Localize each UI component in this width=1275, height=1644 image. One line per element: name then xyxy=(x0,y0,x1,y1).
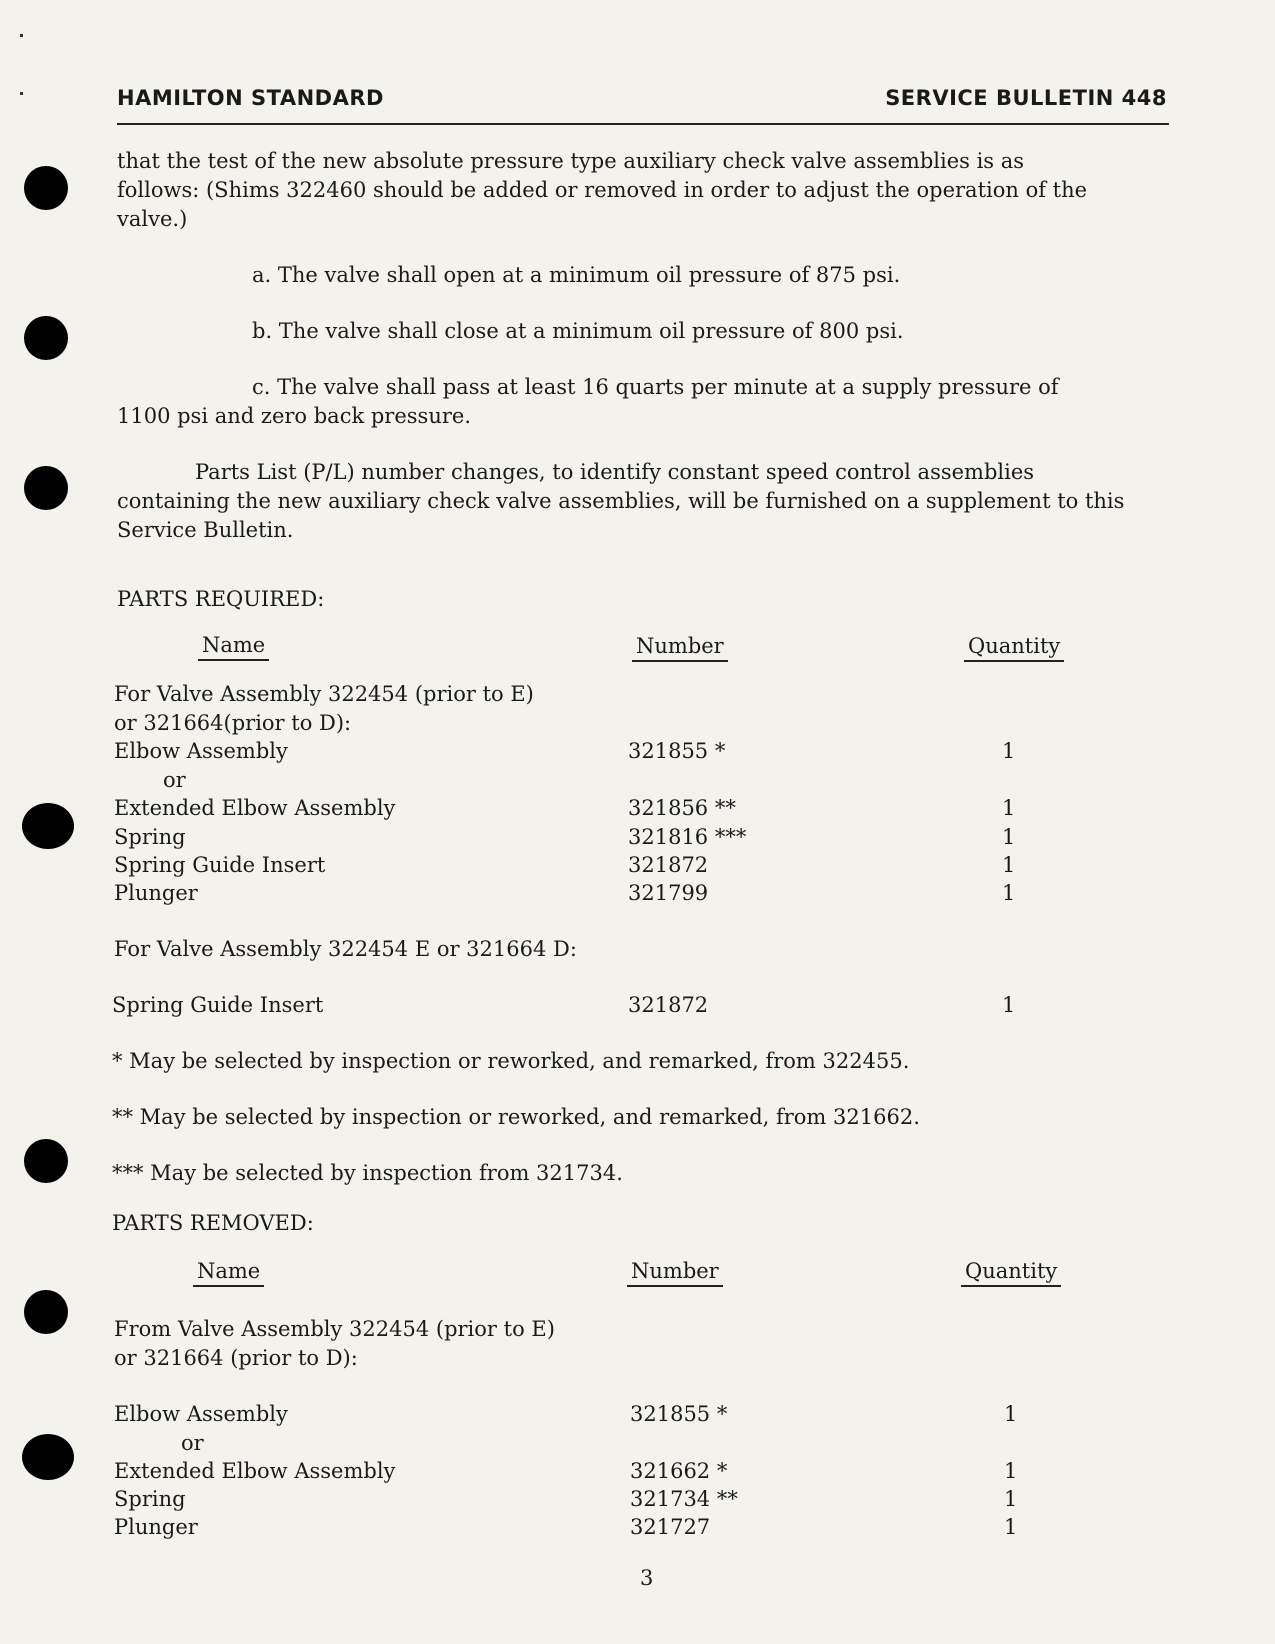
group2-heading: For Valve Assembly 322454 E or 321664 D: xyxy=(114,937,577,961)
table-row-qty: 1 xyxy=(1004,1487,1018,1511)
table-row-number: 321872 xyxy=(628,993,709,1017)
footnote: * May be selected by inspection or reworked, and remarked, from 322455. xyxy=(112,1049,910,1073)
page-header xyxy=(117,86,1167,110)
removed-group-heading: From Valve Assembly 322454 (prior to E) xyxy=(114,1317,555,1341)
scan-mark xyxy=(20,34,23,37)
table-row-number: 321727 xyxy=(630,1515,711,1539)
scan-mark xyxy=(20,92,23,95)
table-row-number: 321855 * xyxy=(630,1402,728,1426)
col-quantity-header: Quantity xyxy=(961,1259,1061,1287)
intro-line: follows: (Shims 322460 should be added or removed in order to adjust the operation of the xyxy=(117,178,1088,202)
table-row-qty: 1 xyxy=(1002,993,1016,1017)
table-row-number: 321662 * xyxy=(630,1459,728,1483)
table-row-name: Extended Elbow Assembly xyxy=(114,796,396,820)
footnote: *** May be selected by inspection from 321734. xyxy=(112,1161,623,1185)
pl-line: Service Bulletin. xyxy=(117,518,294,542)
binder-hole xyxy=(22,803,74,849)
test-c: c. The valve shall pass at least 16 quarts per minute at a supply pressure of xyxy=(252,375,1059,399)
table-row-qty: 1 xyxy=(1004,1459,1018,1483)
table-row-name: Spring Guide Insert xyxy=(112,993,324,1017)
test-a: a. The valve shall open at a minimum oil pressure of 875 psi. xyxy=(252,263,901,287)
binder-hole xyxy=(24,316,68,360)
table-row-number: 321816 *** xyxy=(628,825,747,849)
header-rule xyxy=(117,123,1169,125)
table-row-qty: 1 xyxy=(1002,825,1016,849)
col-number-header: Number xyxy=(627,1259,723,1287)
table-row-qty: 1 xyxy=(1002,796,1016,820)
col-name-header: Name xyxy=(193,1259,264,1287)
table-row-name: Plunger xyxy=(114,1515,198,1539)
parts-required-title: PARTS REQUIRED: xyxy=(117,587,325,611)
binder-hole xyxy=(24,166,68,210)
binder-hole xyxy=(24,1139,68,1183)
parts-removed-title: PARTS REMOVED: xyxy=(112,1211,314,1235)
table-row-name: Spring xyxy=(114,825,186,849)
group1-heading: or 321664(prior to D): xyxy=(114,711,352,735)
table-row-name: or xyxy=(163,768,186,792)
table-row-number: 321855 * xyxy=(628,739,726,763)
table-row-name: or xyxy=(181,1431,204,1455)
test-c-cont: 1100 psi and zero back pressure. xyxy=(117,404,471,428)
table-row-qty: 1 xyxy=(1002,881,1016,905)
table-row-qty: 1 xyxy=(1004,1515,1018,1539)
col-name-header: Name xyxy=(198,633,269,661)
col-number-header: Number xyxy=(632,634,728,662)
removed-group-heading: or 321664 (prior to D): xyxy=(114,1346,358,1370)
table-row-name: Spring Guide Insert xyxy=(114,853,326,877)
test-b: b. The valve shall close at a minimum oil pressure of 800 psi. xyxy=(252,319,904,343)
table-row-number: 321734 ** xyxy=(630,1487,738,1511)
table-row-number: 321872 xyxy=(628,853,709,877)
intro-line: valve.) xyxy=(117,207,188,231)
pl-line: Parts List (P/L) number changes, to identify constant speed control assemblies xyxy=(195,460,1035,484)
binder-hole xyxy=(22,1434,74,1480)
table-row-number: 321799 xyxy=(628,881,709,905)
group1-heading: For Valve Assembly 322454 (prior to E) xyxy=(114,682,534,706)
table-row-qty: 1 xyxy=(1002,739,1016,763)
table-row-name: Spring xyxy=(114,1487,186,1511)
table-row-name: Elbow Assembly xyxy=(114,1402,288,1426)
page-number: 3 xyxy=(640,1566,654,1590)
table-row-name: Extended Elbow Assembly xyxy=(114,1459,396,1483)
binder-hole xyxy=(24,466,68,510)
table-row-qty: 1 xyxy=(1004,1402,1018,1426)
bulletin-number: SERVICE BULLETIN 448 xyxy=(885,86,1167,110)
intro-line: that the test of the new absolute pressure type auxiliary check valve assemblies is as xyxy=(117,149,1025,173)
binder-hole xyxy=(24,1290,68,1334)
company-name: HAMILTON STANDARD xyxy=(117,86,384,110)
table-row-number: 321856 ** xyxy=(628,796,736,820)
footnote: ** May be selected by inspection or reworked, and remarked, from 321662. xyxy=(112,1105,920,1129)
table-row-name: Plunger xyxy=(114,881,198,905)
col-quantity-header: Quantity xyxy=(964,634,1064,662)
pl-line: containing the new auxiliary check valve assemblies, will be furnished on a supplement to this xyxy=(117,489,1125,513)
table-row-qty: 1 xyxy=(1002,853,1016,877)
table-row-name: Elbow Assembly xyxy=(114,739,288,763)
